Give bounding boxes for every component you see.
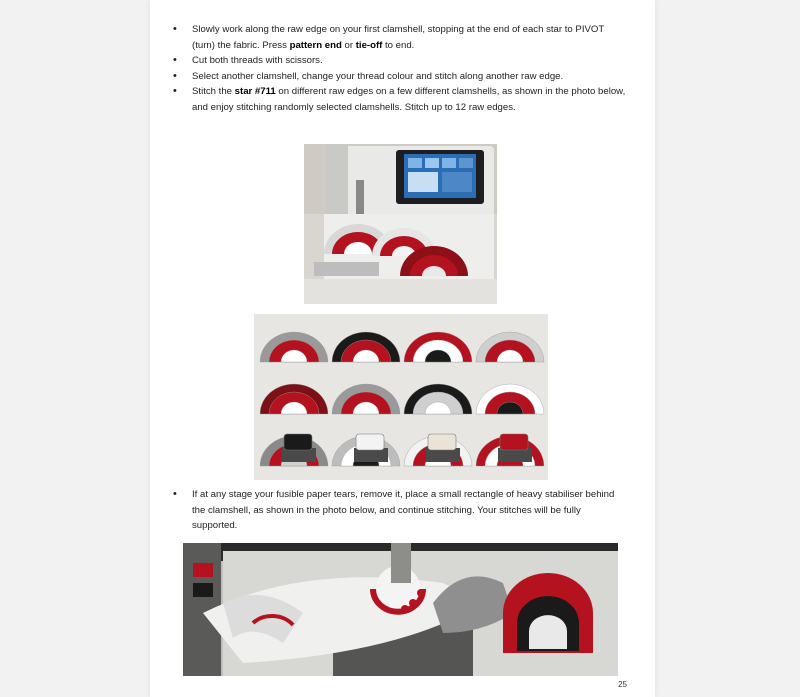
bullet-item — [169, 487, 619, 534]
bullet-text: Stitch the — [192, 86, 235, 97]
bullet-item — [169, 22, 629, 53]
bullet-dot: • — [173, 54, 177, 66]
bold-term: star #711 — [234, 86, 276, 97]
bullet-text: Cut both threads with scissors. — [192, 55, 323, 66]
bullet-item — [169, 84, 629, 115]
photo-clamshells-grid — [254, 314, 548, 480]
bullet-dot: • — [173, 488, 177, 500]
thread-spool — [426, 434, 460, 462]
bullet-dot: • — [173, 69, 177, 82]
thread-spool — [282, 434, 316, 462]
page-number: 25 — [618, 680, 627, 689]
bold-term: pattern end — [289, 39, 342, 51]
thread-spool — [498, 434, 532, 462]
bullet-text: Select another clamshell, change your thread colour and stitch along another raw edge. — [192, 70, 564, 82]
photo-stabiliser-stitching — [183, 543, 618, 676]
bullet-dot: • — [173, 85, 177, 97]
bullet-dot: • — [173, 23, 177, 35]
bullet-item — [169, 69, 629, 85]
bullet-text: If at any stage your fusible paper tears, remove it, place a small rectangle of heavy stabiliser behind the clamshell, as shown in the photo below, and continue stitching. Your stitches will be fully supported. — [192, 489, 615, 531]
bullet-item — [169, 53, 629, 69]
bullet-text: or — [341, 39, 356, 51]
presser-foot — [391, 543, 411, 583]
bullet-text: to end. — [382, 39, 415, 51]
bullet-text: on different raw edges on a few different clamshells, as shown in the photo below, and enjoy stitching randomly selected clamshells. Stitch up to 12 raw edges. — [192, 86, 626, 113]
instruction-list-bottom — [169, 487, 619, 534]
bold-term: tie-off — [355, 39, 383, 51]
photo-sewing-machine — [304, 144, 497, 304]
instruction-list-top — [169, 22, 629, 115]
bullet-text: Slowly work along the raw edge on your first clamshell, stopping at the end of each star to PIVOT (turn) the fabric. Press — [192, 24, 605, 51]
thread-spool — [354, 434, 388, 462]
